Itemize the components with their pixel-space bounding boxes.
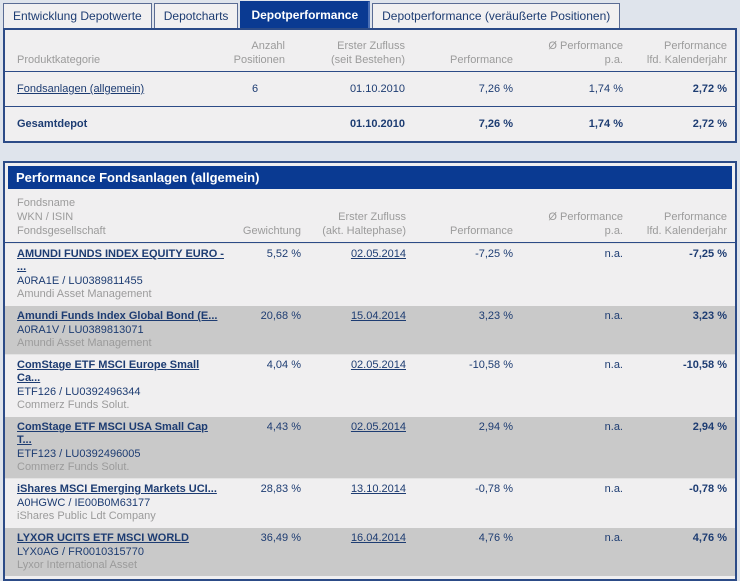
inflow-date-cell — [301, 248, 406, 261]
fund-company: Commerz Funds Solut. — [17, 461, 130, 473]
performance-cell: -10,58 % — [468, 359, 513, 371]
fund-name-link[interactable]: Amundi Funds Index Global Bond (E... — [17, 310, 218, 322]
fund-panel-title: Performance Fondsanlagen (allgemein) — [8, 166, 732, 189]
fund-name-link[interactable]: AMUNDI FUNDS INDEX EQUITY EURO - ... — [17, 248, 224, 273]
performance-pa-cell: n.a. — [604, 248, 623, 260]
performance-ytd-cell: 2,94 % — [692, 421, 727, 433]
fund-name-link[interactable]: ComStage ETF MSCI Europe Small Ca... — [17, 359, 200, 384]
fund-name-cell — [17, 248, 237, 301]
fund-company: Amundi Asset Management — [17, 337, 152, 349]
weight-cell: 20,68 % — [260, 310, 301, 322]
performance-pa-cell: 1,74 % — [588, 83, 623, 95]
col-header-erster-zufluss: Erster Zufluss (seit Bestehen) — [331, 40, 405, 66]
inflow-date-cell — [301, 421, 406, 434]
col-header-gewichtung: Gewichtung — [242, 225, 301, 237]
inflow-date-cell — [301, 359, 406, 372]
summary-table-header — [5, 30, 735, 72]
col-header-erster-zufluss: Erster Zufluss (akt. Haltephase) — [322, 211, 406, 237]
performance-pa-cell: n.a. — [604, 421, 623, 433]
col-header-anzahl-positionen: Anzahl Positionen — [233, 40, 285, 66]
weight-cell: 4,43 % — [266, 421, 301, 433]
performance-ytd-cell: 4,76 % — [692, 532, 727, 544]
fund-row — [5, 243, 735, 305]
fund-name-cell — [17, 310, 237, 350]
fund-row — [5, 416, 735, 478]
fund-company: Lyxor International Asset — [17, 559, 138, 571]
inflow-date-link[interactable]: 02.05.2014 — [350, 359, 406, 371]
category-cell — [17, 82, 225, 96]
col-header-performance-pa: Ø Performance p.a. — [548, 211, 623, 237]
col-header-performance-kalenderjahr: Performance lfd. Kalenderjahr — [646, 40, 727, 66]
performance-pa-cell: 1,74 % — [588, 118, 623, 130]
weight-cell: 36,49 % — [260, 532, 301, 544]
inflow-date-cell — [301, 483, 406, 496]
performance-cell: 7,26 % — [478, 118, 513, 130]
performance-ytd-cell: -10,58 % — [682, 359, 727, 371]
col-header-performance-pa: Ø Performance p.a. — [548, 40, 623, 66]
inflow-date-link[interactable]: 13.10.2014 — [350, 483, 406, 495]
tab-depotperformance-veraeusserte[interactable]: Depotperformance (veräußerte Positionen) — [372, 3, 620, 28]
performance-ytd-cell: -0,78 % — [689, 483, 727, 495]
performance-cell: 4,76 % — [478, 532, 513, 544]
col-header-fondsname: Fondsname WKN / ISIN Fondsgesellschaft — [17, 197, 106, 237]
fund-row — [5, 354, 735, 416]
tab-bar — [0, 0, 740, 28]
fund-name-link[interactable]: iShares MSCI Emerging Markets UCI... — [17, 483, 217, 495]
inflow-date-cell — [301, 310, 406, 323]
fund-performance-panel — [3, 161, 737, 581]
inflow-cell: 01.10.2010 — [349, 83, 405, 95]
wkn-isin: ETF126 / LU0392496344 — [17, 386, 141, 398]
inflow-date-link[interactable]: 16.04.2014 — [350, 532, 406, 544]
inflow-date-link[interactable]: 15.04.2014 — [350, 310, 406, 322]
performance-cell: 7,26 % — [478, 83, 513, 95]
performance-cell: 3,23 % — [478, 310, 513, 322]
wkn-isin: ETF123 / LU0392496005 — [17, 448, 141, 460]
fund-name-cell — [17, 421, 237, 474]
fund-row — [5, 527, 735, 576]
performance-ytd-cell: 2,72 % — [692, 118, 727, 130]
tab-entwicklung-depotwerte[interactable]: Entwicklung Depotwerte — [3, 3, 152, 28]
performance-cell: -7,25 % — [475, 248, 513, 260]
col-header-performance: Performance — [450, 54, 513, 66]
weight-cell: 4,04 % — [266, 359, 301, 371]
fund-name-link[interactable]: ComStage ETF MSCI USA Small Cap T... — [17, 421, 208, 446]
panel-bottom-spacer — [5, 576, 735, 579]
category-cell: Gesamtdepot — [17, 118, 88, 130]
inflow-date-cell — [301, 532, 406, 545]
performance-ytd-cell: -7,25 % — [689, 248, 727, 260]
table-row — [5, 72, 735, 106]
fund-company: iShares Public Ldt Company — [17, 510, 156, 522]
col-header-produktkategorie: Produktkategorie — [17, 54, 101, 66]
fund-name-cell — [17, 483, 237, 523]
performance-cell: -0,78 % — [475, 483, 513, 495]
weight-cell: 28,83 % — [260, 483, 301, 495]
inflow-date-link[interactable]: 02.05.2014 — [350, 248, 406, 260]
fund-company: Commerz Funds Solut. — [17, 399, 130, 411]
performance-pa-cell: n.a. — [604, 310, 623, 322]
inflow-date-link[interactable]: 02.05.2014 — [350, 421, 406, 433]
wkn-isin: A0HGWC / IE00B0M63177 — [17, 497, 151, 509]
col-header-performance: Performance — [450, 225, 513, 237]
performance-pa-cell: n.a. — [604, 483, 623, 495]
fund-name-cell — [17, 532, 237, 572]
inflow-cell: 01.10.2010 — [349, 118, 405, 130]
performance-cell: 2,94 % — [478, 421, 513, 433]
fund-row — [5, 478, 735, 527]
col-header-performance-kalenderjahr: Performance lfd. Kalenderjahr — [646, 211, 727, 237]
performance-pa-cell: n.a. — [604, 359, 623, 371]
fund-company: Amundi Asset Management — [17, 288, 152, 300]
fund-name-cell — [17, 359, 237, 412]
performance-pa-cell: n.a. — [604, 532, 623, 544]
fondsanlagen-link[interactable]: Fondsanlagen (allgemein) — [17, 83, 145, 95]
summary-panel — [3, 28, 737, 143]
wkn-isin: A0RA1E / LU0389811455 — [17, 275, 143, 287]
wkn-isin: A0RA1V / LU0389813071 — [17, 324, 144, 336]
weight-cell: 5,52 % — [266, 248, 301, 260]
total-row — [5, 106, 735, 141]
fund-row — [5, 305, 735, 354]
fund-table-header — [5, 192, 735, 243]
tab-depotcharts[interactable]: Depotcharts — [154, 3, 239, 28]
count-cell: 6 — [251, 83, 259, 95]
performance-ytd-cell: 3,23 % — [692, 310, 727, 322]
wkn-isin: LYX0AG / FR0010315770 — [17, 546, 144, 558]
tab-depotperformance[interactable]: Depotperformance — [240, 1, 370, 28]
fund-name-link[interactable]: LYXOR UCITS ETF MSCI WORLD — [17, 532, 189, 544]
performance-ytd-cell: 2,72 % — [692, 83, 727, 95]
